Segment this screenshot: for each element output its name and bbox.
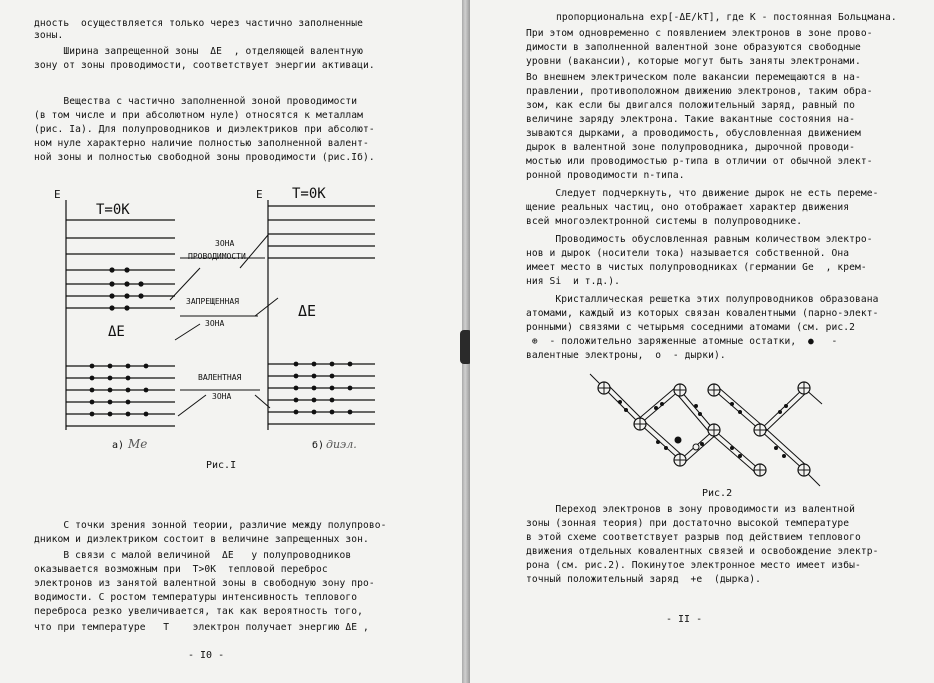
text-line: ⊕ - положительно заряженные атомные остатки, ● - bbox=[526, 336, 838, 347]
forbidden-label: ЗАПРЕЩЕННАЯ bbox=[186, 297, 239, 306]
text-line: переброса резко увеличивается, так как вероятность того, bbox=[34, 606, 364, 617]
subfigure-a-label: а) bbox=[112, 440, 125, 451]
text-line: валентные электроны, о - дырки). bbox=[526, 350, 726, 361]
valence-label: ЗОНА bbox=[212, 392, 232, 401]
right-page bbox=[470, 0, 934, 683]
text-line: что при температуре T электрон получает энергию ΔE , bbox=[34, 622, 369, 633]
text-line: точный положительный заряд +e (дырка). bbox=[526, 574, 762, 585]
text-line: дность осуществляется только через частично заполненные bbox=[34, 18, 364, 29]
text-line: нов и дырок (носители тока) называется собственной. Она bbox=[526, 248, 850, 259]
text-line: ной зоны и полностью свободной зоны проводимости (рис.Iб). bbox=[34, 152, 375, 163]
text-line: в этой схеме соответствует разрыв под действием теплового bbox=[526, 532, 861, 543]
text-line: ния Si и т.д.). bbox=[526, 276, 621, 287]
text-line: зом, как если бы двигался положительный заряд, равный по bbox=[526, 100, 856, 111]
text-line: атомами, каждый из которых связан ковалентными (парно-элект- bbox=[526, 308, 879, 319]
text-line: В связи с малой величиной ΔE у полупроводников bbox=[34, 550, 352, 561]
text-line: правлении, противоположном движению электронов, таким обра- bbox=[526, 86, 873, 97]
text-line: Ширина запрещенной зоны ΔE , отделяющей валентную bbox=[34, 46, 364, 57]
text-line: всей многоэлектронной системы в полупроводнике. bbox=[526, 216, 803, 227]
subfigure-b-handwritten: диэл. bbox=[326, 438, 357, 451]
e-axis-label: E bbox=[256, 188, 263, 201]
subfigure-b-label: б) bbox=[312, 440, 325, 451]
text-line: движения отдельных ковалентных связей и освобождение электр- bbox=[526, 546, 879, 557]
text-line: (в том числе и при абсолютном нуле) относятся к металлам bbox=[34, 110, 364, 121]
delta-e-label: ΔE bbox=[298, 302, 317, 320]
text-line: дником и диэлектриком состоит в величине запрещенных зон. bbox=[34, 534, 369, 545]
text-line: димости в заполненной валентной зоне образуются свободные bbox=[526, 42, 861, 53]
text-line: ронной проводимости n-типа. bbox=[526, 170, 685, 181]
text-line: ном нуле характерно наличие полностью заполненной валент- bbox=[34, 138, 369, 149]
text-line: мостью или проводимостью р-типа в отличии от обычной элект- bbox=[526, 156, 873, 167]
text-line: зону от зоны проводимости, соответствует энергии активаци. bbox=[34, 60, 375, 71]
text-line: зоны. bbox=[34, 30, 64, 41]
figure-caption: Рис.2 bbox=[702, 488, 733, 499]
text-line: (рис. Iа). Для полупроводников и диэлектриков при абсолют- bbox=[34, 124, 375, 135]
text-line: имеет место в чистых полупроводниках (германии Ge , крем- bbox=[526, 262, 867, 273]
conduction-label: ПРОВОДИМОСТИ bbox=[188, 252, 246, 261]
text-line: Вещества с частично заполненной зоной проводимости bbox=[34, 96, 358, 107]
valence-label: ВАЛЕНТНАЯ bbox=[198, 373, 242, 382]
text-line: электронов из занятой валентной зоны в свободную зону про- bbox=[34, 578, 375, 589]
text-line: рона (см. рис.2). Покинутое электронное место имеет избы- bbox=[526, 560, 861, 571]
conduction-label: ЗОНА bbox=[215, 239, 235, 248]
text-line: При этом одновременно с появлением электронов в зоне прово- bbox=[526, 28, 873, 39]
forbidden-label: ЗОНА bbox=[205, 319, 225, 328]
subfigure-a-handwritten: Мe bbox=[128, 437, 148, 451]
text-line: водимости. С ростом температуры интенсивность теплового bbox=[34, 592, 358, 603]
left-page bbox=[0, 0, 462, 683]
temp-label: T=0K bbox=[292, 186, 326, 202]
text-line: уровни (вакансии), которые могут быть заняты электронами. bbox=[526, 56, 861, 67]
text-line: Следует подчеркнуть, что движение дырок не есть переме- bbox=[526, 188, 879, 199]
text-line: Проводимость обусловленная равным количеством электро- bbox=[526, 234, 873, 245]
text-line: Переход электронов в зону проводимости из валентной bbox=[526, 504, 856, 515]
text-line: оказывается возможным при T>0K тепловой переброс bbox=[34, 564, 328, 575]
e-axis-label: E bbox=[54, 188, 61, 201]
crystal-lattice-diagram bbox=[470, 370, 934, 500]
figure-caption: Рис.I bbox=[206, 460, 237, 471]
text-line: зоны (зонная теория) при достаточно высокой температуре bbox=[526, 518, 850, 529]
text-line: щение реальных частиц, оно отображает характер движения bbox=[526, 202, 850, 213]
page-number: - II - bbox=[666, 614, 703, 625]
text-line: дырок в валентной зоне полупроводника, дырочной проводи- bbox=[526, 142, 856, 153]
text-line: пропорциональна exp[-ΔE/kT], где K - постоянная Больцмана. bbox=[556, 12, 897, 23]
band-diagram bbox=[0, 180, 462, 480]
text-line: величине заряду электрона. Такие вакантные состояния на- bbox=[526, 114, 856, 125]
text-line: Кристаллическая решетка этих полупроводников образована bbox=[526, 294, 879, 305]
delta-e-label: ΔE bbox=[108, 324, 125, 340]
text-line: зываются дырками, а проводимость, обусловленная движением bbox=[526, 128, 861, 139]
text-line: ронными) связями с четырьмя соседними атомами (см. рис.2 bbox=[526, 322, 856, 333]
text-line: С точки зрения зонной теории, различие между полупрово- bbox=[34, 520, 387, 531]
temp-label: T=0K bbox=[96, 202, 130, 218]
page-number: - I0 - bbox=[188, 650, 225, 661]
text-line: Во внешнем электрическом поле вакансии перемещаются в на- bbox=[526, 72, 861, 83]
